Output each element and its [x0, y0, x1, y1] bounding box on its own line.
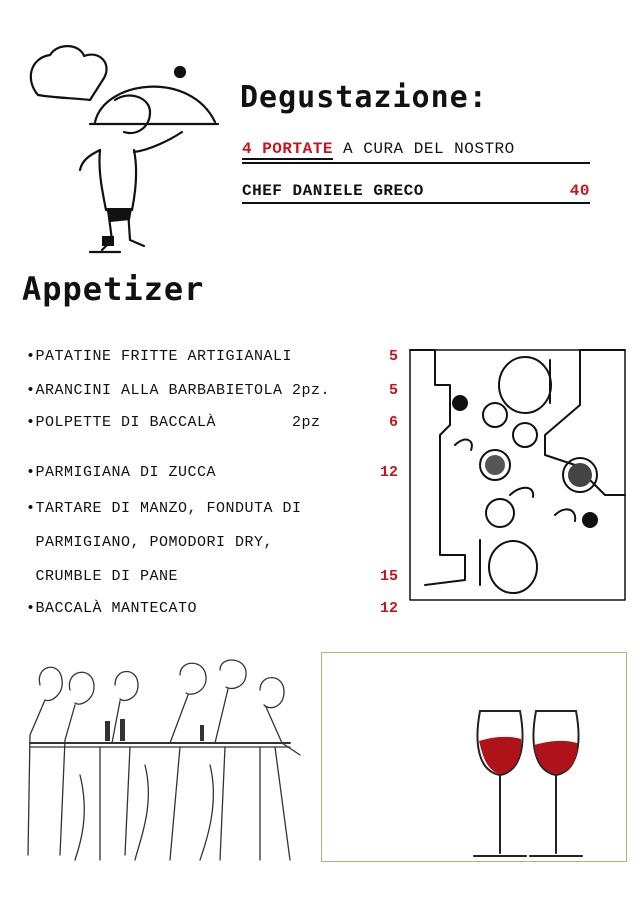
degustazione-price: 40 [569, 182, 590, 200]
menu-item-price: 5 [388, 382, 398, 399]
menu-item-price: 12 [379, 600, 398, 617]
wine-glasses-illustration [322, 653, 626, 861]
menu-item-price: 15 [379, 568, 398, 585]
menu-item-text: PARMIGIANO, POMODORI DRY, [26, 534, 274, 551]
menu-item-text: •PARMIGIANA DI ZUCCA [26, 464, 217, 481]
menu-item-price: 12 [379, 464, 398, 481]
wine-glasses-frame [321, 652, 627, 862]
people-at-bar-illustration [20, 655, 310, 870]
dining-table-illustration [405, 345, 630, 605]
menu-item-text: •POLPETTE DI BACCALÀ 2pz [26, 414, 321, 431]
menu-item-price: 6 [388, 414, 398, 431]
degustazione-line2-rule [242, 202, 590, 204]
degustazione-title: Degustazione: [240, 80, 488, 115]
chef-name: CHEF DANIELE GRECO [242, 182, 424, 200]
menu-item-text: •ARANCINI ALLA BARBABIETOLA 2pz. [26, 382, 331, 399]
menu-item-text: •BACCALÀ MANTECATO [26, 600, 198, 617]
chef-illustration [20, 40, 220, 255]
section-title: Appetizer [22, 270, 205, 308]
degustazione-line1-rule [242, 162, 590, 164]
menu-item-price: 5 [388, 348, 398, 365]
degustazione-line1 [242, 140, 590, 158]
portate-description: A CURA DEL NOSTRO [343, 140, 515, 158]
menu-item-text: •TARTARE DI MANZO, FONDUTA DI [26, 500, 302, 517]
degustazione-line2 [242, 182, 590, 200]
portate-label: 4 PORTATE [242, 140, 333, 158]
menu-item-text: •PATATINE FRITTE ARTIGIANALI [26, 348, 293, 365]
menu-item-text: CRUMBLE DI PANE [26, 568, 179, 585]
